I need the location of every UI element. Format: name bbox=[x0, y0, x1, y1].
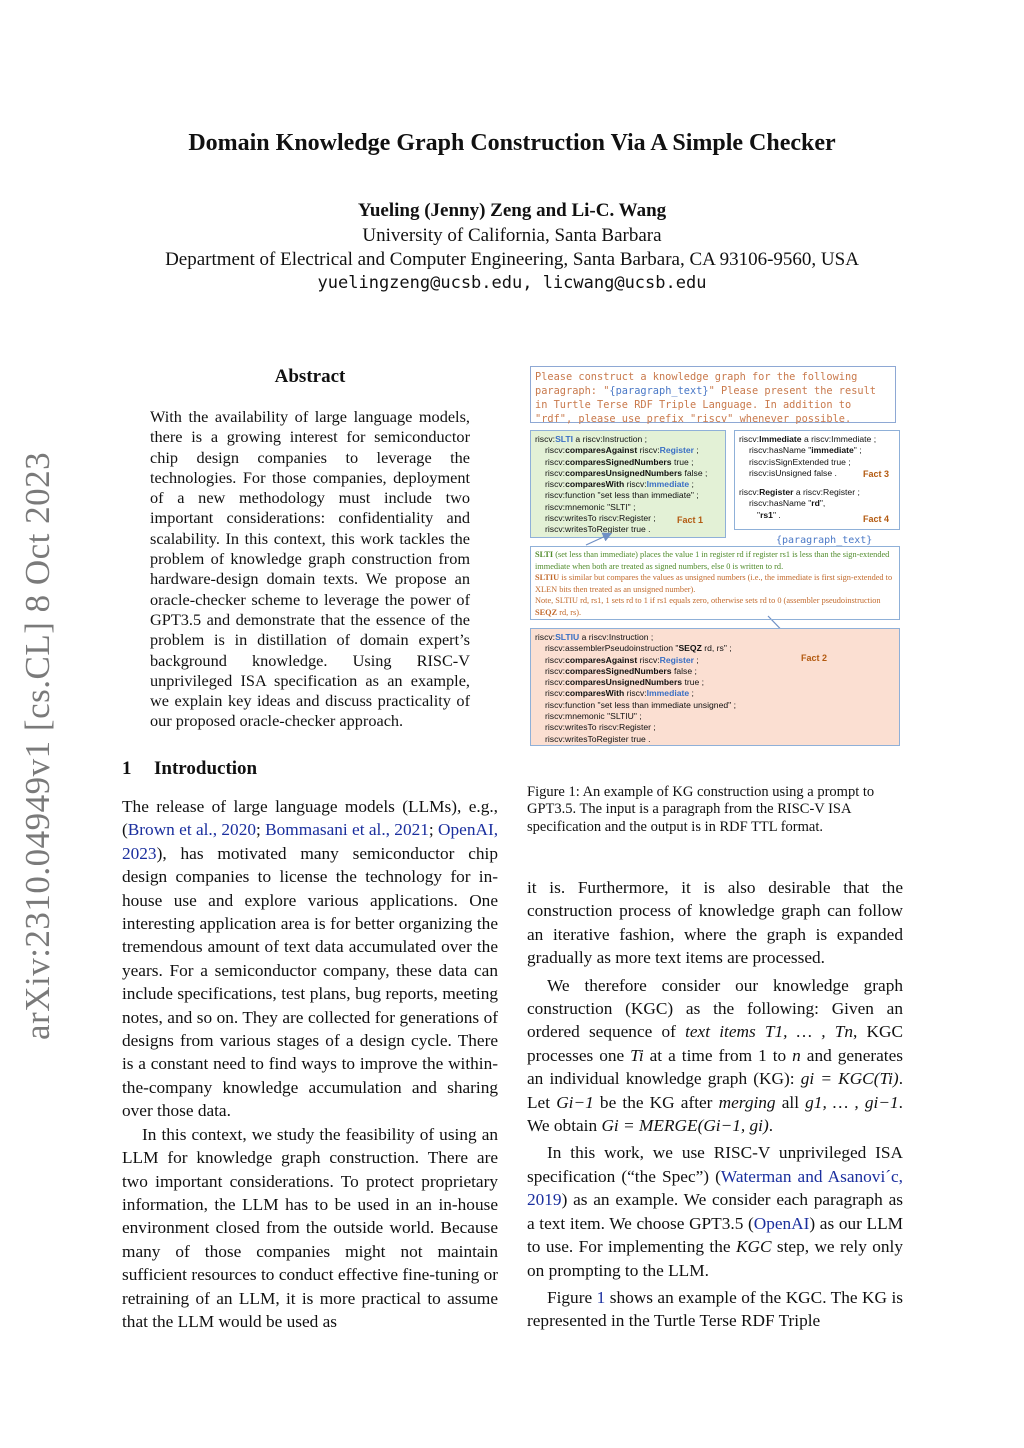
text-run: and generates an individual knowledge graph (KG): bbox=[527, 1045, 903, 1089]
text-run: In this work, we use RISC-V unprivileged ISA specification (“the Spec”) ( bbox=[527, 1143, 903, 1186]
right-paragraph-2 bbox=[527, 974, 903, 1138]
text-run: ) as an example. We consider each paragraph as a text item. We choose GPT3.5 ( bbox=[527, 1190, 903, 1233]
fact3-fact4-box bbox=[734, 430, 900, 530]
ttl-text: riscv: bbox=[545, 467, 566, 478]
ttl-text: false ; bbox=[671, 665, 697, 676]
ttl-text: ; bbox=[694, 654, 699, 665]
abstract-text: With the availability of large language models, there is a growing interest for semiconductor chip design companies to leverage the technologies. For those companies, deployment of a new methodology must include two important considerations: confidentiality and scalability. In this context, this work tackles the problem of knowledge graph construction from hardware-design domain texts. We propose an oracle-checker scheme to leverage the power of GPT3.5 and demonstrate that the essence of the problem is in distillation of domain expert’s background knowledge. Using RISC-V unprivileged ISA specification as an example, we explain key ideas and discuss practicality of our proposed oracle-checker approach. bbox=[150, 407, 470, 731]
ttl-text: riscv:assemblerPseudoinstruction " bbox=[545, 643, 679, 654]
paragraph-sentence: Note, SLTIU rd, rs1, 1 sets rd to 1 if rs1 equals zero, otherwise sets rd to 0 (assembler pseudoinstruction bbox=[535, 596, 881, 605]
ttl-text: riscv: bbox=[545, 677, 566, 688]
ttl-text: a riscv:Instruction ; bbox=[579, 632, 654, 642]
ttl-text: " ; bbox=[853, 445, 862, 456]
ttl-line bbox=[535, 445, 721, 456]
ttl-text: riscv: bbox=[545, 654, 566, 665]
math-inline: T1, … , Tn bbox=[764, 1022, 853, 1042]
ttl-text: riscv: bbox=[545, 445, 566, 456]
ttl-line bbox=[535, 479, 721, 490]
citation-link[interactable]: Bommasani et al., 2021 bbox=[265, 820, 429, 840]
ttl-keyword: comparesUnsignedNumbers bbox=[565, 467, 683, 478]
section-number: 1 bbox=[122, 758, 132, 779]
ttl-text: riscv:writesTo riscv:Register ; bbox=[545, 513, 656, 524]
right-column bbox=[527, 876, 903, 1333]
citation-link[interactable]: OpenAI bbox=[753, 1213, 810, 1233]
text-run: , KGC processes one bbox=[527, 1022, 903, 1065]
ttl-text: " bbox=[757, 509, 761, 520]
ttl-text: riscv: bbox=[624, 479, 647, 490]
ttl-keyword: SEQZ bbox=[678, 643, 702, 654]
paragraph-term: SLTI bbox=[535, 550, 554, 559]
ttl-text: ; bbox=[694, 445, 699, 456]
ttl-line bbox=[535, 655, 895, 666]
emphasis: merging bbox=[718, 1092, 776, 1112]
fact4-label: Fact 4 bbox=[863, 514, 890, 524]
ttl-keyword: comparesAgainst bbox=[565, 654, 638, 665]
arxiv-stamp: arXiv:2310.04949v1 [cs.CL] 8 Oct 2023 bbox=[18, 451, 57, 1040]
fact4-line bbox=[739, 498, 895, 509]
figure-ref-link[interactable]: 1 bbox=[596, 1287, 606, 1307]
ttl-keyword: Register bbox=[659, 445, 695, 456]
ttl-text: a riscv:Register ; bbox=[793, 487, 860, 498]
math-inline: KGC bbox=[735, 1237, 772, 1257]
intro-paragraph-1 bbox=[122, 795, 498, 1123]
ttl-text: riscv: bbox=[545, 665, 566, 676]
ttl-text: riscv:writesToRegister true . bbox=[545, 733, 651, 744]
ttl-keyword: comparesUnsignedNumbers bbox=[565, 677, 683, 688]
ttl-text: riscv:function "set less than immediate" ; bbox=[545, 490, 699, 501]
paragraph-text-box bbox=[530, 546, 900, 620]
abstract-heading: Abstract bbox=[274, 366, 346, 387]
arrow-to-fact1 bbox=[586, 534, 610, 545]
fact2-lines bbox=[535, 632, 895, 745]
ttl-keyword: Immediate bbox=[759, 434, 802, 444]
paragraph-sentence: (set less than immediate) places the value 1 in register rd if register rs1 is less than the sign-extended immediate when both are treated as signed numbers, else 0 is written to rd. bbox=[535, 550, 890, 571]
fact1-label: Fact 1 bbox=[677, 515, 704, 525]
fact4-line bbox=[739, 487, 895, 498]
fact3-line bbox=[739, 445, 895, 456]
figure-caption: Figure 1: An example of KG construction using a prompt to GPT3.5. The input is a paragraph from the RISC-V ISA specification and the output is in RDF TTL format. bbox=[527, 784, 875, 835]
text-run: ; bbox=[428, 820, 439, 840]
ttl-text: riscv:writesTo riscv:Register ; bbox=[545, 722, 656, 733]
section-title: Introduction bbox=[154, 758, 258, 779]
section-heading bbox=[122, 758, 257, 780]
emphasis: text items bbox=[685, 1022, 756, 1042]
ttl-line bbox=[535, 490, 721, 501]
text-run: ; bbox=[255, 820, 266, 840]
ttl-text: " . bbox=[772, 509, 781, 520]
ttl-text: ; bbox=[689, 479, 694, 490]
math-inline: n bbox=[792, 1045, 801, 1065]
ttl-text: riscv:mnemonic "SLTI" ; bbox=[545, 501, 636, 512]
fact3-line bbox=[739, 434, 895, 445]
fact2-box bbox=[530, 628, 900, 746]
paragraph-sentence: is similar but compares the values as unsigned numbers (i.e., the immediate is first sign-extended to XLEN bits then treated as an unsigned number). bbox=[535, 573, 893, 594]
ttl-keyword: comparesAgainst bbox=[565, 445, 638, 456]
ttl-text: a riscv:Instruction ; bbox=[573, 434, 648, 444]
intro-paragraph-2: In this context, we study the feasibility of using an LLM for knowledge graph construction. There are two important considerations. To protect proprietary information, the LLM has to be used in an in-house environment closed from the outside world. Because many of those companies might not maintain sufficient resources to conduct effective fine-tuning or retraining of an LLM, it is more practical to assume that the LLM would be used as bbox=[122, 1124, 498, 1331]
text-run: . We obtain bbox=[527, 1092, 903, 1136]
ttl-text: ", bbox=[819, 498, 826, 509]
fact2-label: Fact 2 bbox=[801, 653, 828, 663]
ttl-keyword: Immediate bbox=[646, 479, 690, 490]
ttl-text: true ; bbox=[682, 677, 705, 688]
ttl-keyword: comparesWith bbox=[565, 688, 625, 699]
ttl-line bbox=[535, 457, 721, 468]
paragraph-text-label: {paragraph_text} bbox=[776, 535, 873, 546]
spacer bbox=[739, 479, 895, 487]
ttl-text: false ; bbox=[682, 467, 708, 478]
ttl-text: riscv:hasName " bbox=[749, 498, 812, 509]
ttl-text: riscv:function "set less than immediate unsigned" ; bbox=[545, 699, 736, 710]
fact3-label: Fact 3 bbox=[863, 469, 890, 479]
ttl-text: riscv: bbox=[637, 445, 660, 456]
citation-link[interactable]: OpenAI, 2023 bbox=[122, 820, 499, 863]
text-run: be the KG after bbox=[593, 1092, 719, 1112]
ttl-keyword: comparesWith bbox=[565, 479, 625, 490]
left-column bbox=[122, 795, 498, 1333]
author-emails: yuelingzeng@ucsb.edu, licwang@ucsb.edu bbox=[317, 273, 707, 293]
ttl-line bbox=[535, 722, 895, 733]
math-inline: Ti bbox=[630, 1045, 644, 1065]
ttl-text: riscv: bbox=[739, 487, 760, 498]
ttl-text: riscv: bbox=[535, 434, 556, 444]
ttl-line bbox=[535, 677, 895, 688]
ttl-line bbox=[535, 666, 895, 677]
text-run: . bbox=[768, 1116, 774, 1136]
text-run: at a time from 1 to bbox=[643, 1045, 793, 1065]
affiliation-university: University of California, Santa Barbara bbox=[362, 225, 662, 246]
text-run: shows an example of the KGC. The KG is represented in the Turtle Terse RDF Triple bbox=[527, 1287, 903, 1331]
ttl-text: rd, rs" ; bbox=[701, 643, 732, 654]
text-run: all bbox=[775, 1092, 806, 1112]
authors: Yueling (Jenny) Zeng and Li-C. Wang bbox=[357, 200, 667, 221]
ttl-line bbox=[535, 643, 895, 654]
ttl-keyword: immediate bbox=[811, 445, 854, 456]
ttl-line bbox=[535, 688, 895, 699]
math-inline: Gi−1 bbox=[556, 1092, 594, 1112]
ttl-keyword: comparesSignedNumbers bbox=[565, 456, 672, 467]
ttl-text: riscv: bbox=[545, 479, 566, 490]
right-paragraph-3 bbox=[527, 1141, 903, 1281]
prompt-text: " Please present the result in Turtle Terse RDF Triple Language. In addition to "rdf", please use prefix "riscv" whenever possible. bbox=[535, 385, 876, 425]
paper-title: Domain Knowledge Graph Construction Via A Simple Checker bbox=[188, 130, 836, 156]
text-run: . Let bbox=[527, 1069, 904, 1112]
ttl-text: riscv:hasName " bbox=[749, 445, 812, 456]
citation-link[interactable]: Waterman and Asanovi´c, 2019 bbox=[527, 1166, 903, 1210]
affiliation-department: Department of Electrical and Computer Engineering, Santa Barbara, CA 93106-9560, USA bbox=[165, 249, 859, 270]
ttl-keyword: Register bbox=[759, 487, 794, 498]
ttl-text: riscv: bbox=[545, 456, 566, 467]
text-run: Figure bbox=[547, 1287, 597, 1307]
right-paragraph-4 bbox=[527, 1286, 903, 1333]
text-run: ) as our LLM to use. For implementing the bbox=[527, 1213, 903, 1257]
ttl-text: a riscv:Immediate ; bbox=[801, 434, 877, 444]
prompt-box bbox=[530, 366, 896, 423]
ttl-line bbox=[535, 632, 895, 643]
ttl-text: riscv: bbox=[739, 434, 760, 444]
ttl-line bbox=[535, 434, 721, 445]
ttl-keyword: Register bbox=[659, 654, 695, 665]
paragraph-sentence: rd, rs). bbox=[557, 607, 582, 617]
ttl-text: riscv: bbox=[545, 688, 566, 699]
right-paragraph-1: it is. Furthermore, it is also desirable that the construction process of knowledge graph can follow an iterative fashion, where the graph is expanded gradually as more text items are processed. bbox=[527, 878, 903, 968]
ttl-keyword: SLTI bbox=[555, 434, 574, 444]
text-run: The release of large language models (LLMs), e.g., ( bbox=[122, 797, 498, 840]
text-run: ), has motivated many semiconductor chip design companies to license the technology for in-house use and explore various applications. One interesting application area is for better organizing the tremendous amount of text data accumulated over the years. For a semiconductor company, these data can include specifications, test plans, bug reports, meeting notes, and so on. They are collected for generations of designs from various stages of a design cycle. There is a constant need to find ways to improve the within-the-company knowledge accumulation and sharing over those data. bbox=[122, 843, 498, 1121]
ttl-line bbox=[535, 468, 721, 479]
ttl-keyword: rd bbox=[811, 498, 820, 509]
prompt-placeholder: {paragraph_text} bbox=[609, 385, 709, 397]
ttl-text: riscv:mnemonic "SLTIU" ; bbox=[545, 711, 642, 722]
ttl-line bbox=[535, 734, 895, 745]
ttl-keyword: rs1 bbox=[760, 509, 773, 520]
math-inline: gi = KGC(Ti) bbox=[800, 1069, 899, 1089]
prompt-text: Please construct a knowledge graph for the following paragraph: " bbox=[535, 371, 858, 397]
text-run: We therefore consider our knowledge graph construction (KGC) as the following: Given an ordered sequence of bbox=[527, 975, 903, 1042]
ttl-text: true ; bbox=[671, 456, 694, 467]
math-inline: g1, … , gi−1 bbox=[805, 1092, 899, 1112]
fact3-line: riscv:isSignExtended true ; bbox=[749, 456, 851, 467]
paragraph-term: SEQZ bbox=[535, 607, 558, 617]
math-inline: Gi = MERGE(Gi−1, gi) bbox=[601, 1116, 769, 1136]
ttl-text: riscv: bbox=[535, 632, 556, 642]
text-run: step, we rely only on prompting to the LLM. bbox=[527, 1237, 903, 1280]
ttl-keyword: SLTIU bbox=[555, 632, 580, 642]
fact3-line: riscv:isUnsigned false . bbox=[749, 467, 837, 478]
ttl-line bbox=[535, 700, 895, 711]
ttl-text: riscv: bbox=[637, 654, 660, 665]
paragraph-term: SLTIU bbox=[535, 573, 560, 582]
ttl-text: ; bbox=[689, 688, 694, 699]
ttl-keyword: Immediate bbox=[646, 688, 690, 699]
ttl-line bbox=[535, 502, 721, 513]
ttl-text: riscv:writesToRegister true . bbox=[545, 524, 651, 535]
citation-link[interactable]: Brown et al., 2020 bbox=[127, 820, 256, 840]
ttl-line bbox=[535, 711, 895, 722]
ttl-text: riscv: bbox=[624, 688, 647, 699]
ttl-keyword: comparesSignedNumbers bbox=[565, 665, 672, 676]
